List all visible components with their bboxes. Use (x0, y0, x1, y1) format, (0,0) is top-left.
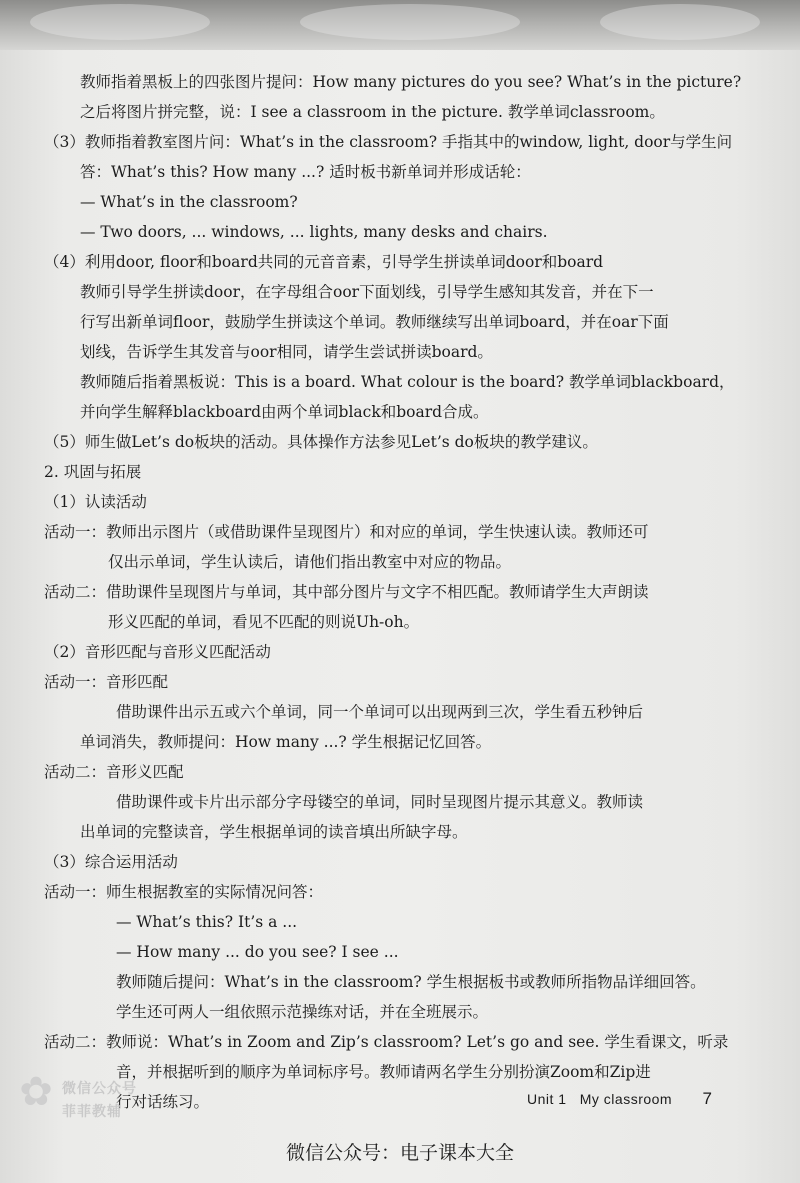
text-line: （5）师生做Let’s do板块的活动。具体操作方法参见Let’s do板块的教学建议。 (44, 433, 598, 451)
text-line: — What’s this? It’s a ... (116, 913, 298, 931)
text-line: 活动二：借助课件呈现图片与单词，其中部分图片与文字不相匹配。教师请学生大声朗读 (44, 583, 649, 601)
stamp-line-1: 微信公众号 (62, 1081, 137, 1097)
text-line: 并向学生解释blackboard由两个单词black和board合成。 (80, 403, 489, 421)
bottom-watermark: 微信公众号：电子课本大全 (285, 1142, 514, 1164)
footer-unit: Unit 1 (527, 1091, 567, 1107)
text-line: 教师随后提问：What’s in the classroom? 学生根据板书或教师所指物品详细回答。 (116, 973, 706, 991)
header-illustration-band (0, 0, 800, 50)
text-line: — Two doors, ... windows, ... lights, many desks and chairs. (80, 223, 548, 241)
running-footer (527, 1089, 712, 1109)
paw-icon: ✿ (19, 1069, 53, 1115)
text-line: （1）认读活动 (44, 493, 147, 511)
text-line: 教师引导学生拼读door，在字母组合oor下面划线，引导学生感知其发音，并在下一 (80, 283, 654, 301)
text-line: 音，并根据听到的顺序为单词标序号。教师请两名学生分别扮演Zoom和Zip进 (116, 1063, 651, 1081)
text-line: 形义匹配的单词，看见不匹配的则说Uh-oh。 (108, 613, 420, 631)
text-line: 教师指着黑板上的四张图片提问：How many pictures do you see? What’s in the picture? (80, 73, 742, 91)
text-line: — How many ... do you see? I see ... (116, 943, 399, 961)
stamp-line-2: 菲菲教辅 (62, 1104, 122, 1120)
page-number: 7 (702, 1089, 713, 1108)
text-line: 教师随后指着黑板说：This is a board. What colour is the board? 教学单词blackboard， (80, 373, 735, 391)
text-line: （3）教师指着教室图片问：What’s in the classroom? 手指其中的window, light, door与学生问 (44, 133, 733, 151)
text-line: （2）音形匹配与音形义匹配活动 (44, 643, 271, 661)
text-line: — What’s in the classroom? (80, 193, 298, 211)
text-line: 活动二：教师说：What’s in Zoom and Zip’s classroom? Let’s go and see. 学生看课文，听录 (44, 1033, 729, 1051)
text-line: 行对话练习。 (116, 1093, 210, 1111)
text-line: 行写出新单词floor，鼓励学生拼读这个单词。教师继续写出单词board，并在oar下面 (80, 313, 669, 331)
text-line: 单词消失，教师提问：How many ...? 学生根据记忆回答。 (80, 733, 492, 751)
text-line: 2. 巩固与拓展 (44, 463, 142, 481)
text-line: 划线，告诉学生其发音与oor相同，请学生尝试拼读board。 (80, 343, 493, 361)
text-line: 借助课件出示五或六个单词，同一个单词可以出现两到三次，学生看五秒钟后 (116, 703, 644, 721)
text-line: 答：What’s this? How many ...? 适时板书新单词并形成话轮： (80, 163, 531, 181)
text-line: （3）综合运用活动 (44, 853, 178, 871)
text-line: 学生还可两人一组依照示范操练对话，并在全班展示。 (116, 1003, 489, 1021)
footer-title: My classroom (579, 1091, 673, 1107)
text-line: 活动一：音形匹配 (44, 673, 169, 691)
text-line: 活动一：教师出示图片（或借助课件呈现图片）和对应的单词，学生快速认读。教师还可 (44, 523, 649, 541)
text-line: 之后将图片拼完整，说：I see a classroom in the picture. 教学单词classroom。 (80, 103, 665, 121)
text-line: 活动一：师生根据教室的实际情况问答： (44, 883, 324, 901)
stamp-watermark (12, 1068, 152, 1134)
text-line: 仅出示单词，学生认读后，请他们指出教室中对应的物品。 (108, 553, 512, 571)
text-line: （4）利用door, floor和board共同的元音音素，引导学生拼读单词door和board (44, 253, 604, 271)
text-line: 借助课件或卡片出示部分字母镂空的单词，同时呈现图片提示其意义。教师读 (116, 793, 644, 811)
text-line: 活动二：音形义匹配 (44, 763, 184, 781)
text-line: 出单词的完整读音，学生根据单词的读音填出所缺字母。 (80, 823, 468, 841)
